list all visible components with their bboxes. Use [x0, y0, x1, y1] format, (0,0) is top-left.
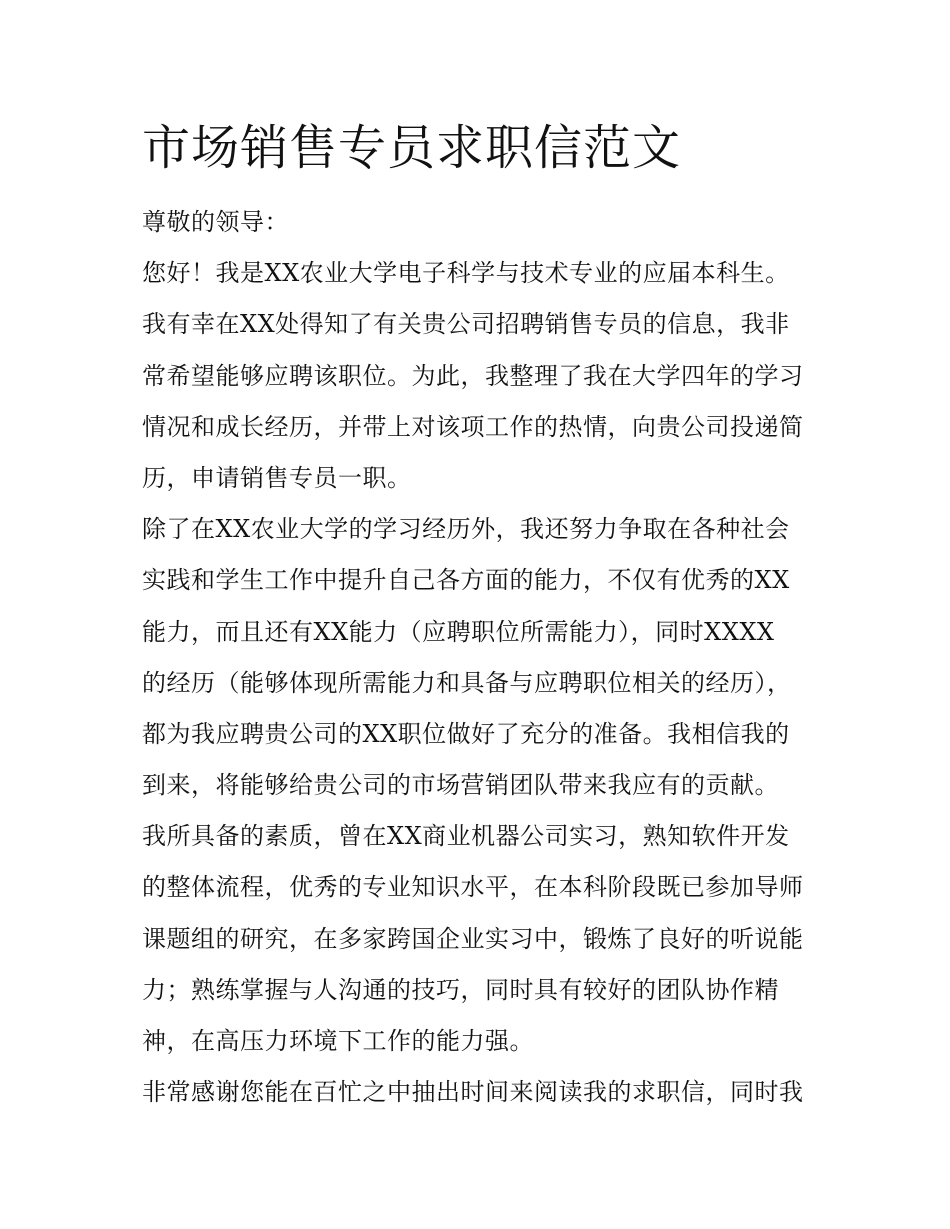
line-16: 力；熟练掌握与人沟通的技巧，同时具有较好的团队协作精 [142, 975, 779, 1004]
line-12: 到来，将能够给贵公司的市场营销团队带来我应有的贡献。 [142, 771, 779, 800]
line-4: 常希望能够应聘该职位。为此，我整理了我在大学四年的学习 [142, 361, 804, 390]
line-13: 我所具备的素质，曾在XX商业机器公司实习，熟知软件开发 [142, 822, 790, 851]
line-17: 神，在高压力环境下工作的能力强。 [142, 1027, 534, 1055]
line-3: 我有幸在XX处得知了有关贵公司招聘销售专员的信息，我非 [142, 310, 790, 339]
letter-body [142, 202, 822, 1123]
line-10: 的经历（能够体现所需能力和具备与应聘职位相关的经历）， [142, 668, 792, 697]
line-11: 都为我应聘贵公司的XX职位做好了充分的准备。我相信我的 [142, 719, 790, 748]
line-salutation: 尊敬的领导： [142, 208, 289, 236]
line-2: 您好！我是XX农业大学电子科学与技术专业的应届本科生。 [142, 259, 790, 288]
line-8: 实践和学生工作中提升自己各方面的能力，不仅有优秀的XX [142, 566, 790, 595]
line-5: 情况和成长经历，并带上对该项工作的热情，向贵公司投递简 [142, 412, 804, 441]
line-15: 课题组的研究，在多家跨国企业实习中，锻炼了良好的听说能 [142, 924, 804, 953]
document-title: 市场销售专员求职信范文 [142, 120, 682, 176]
line-6: 历，申请销售专员一职。 [142, 463, 412, 492]
line-9: 能力，而且还有XX能力（应聘职位所需能力），同时XXXX [142, 617, 775, 646]
line-14: 的整体流程，优秀的专业知识水平，在本科阶段既已参加导师 [142, 873, 804, 902]
line-18: 非常感谢您能在百忙之中抽出时间来阅读我的求职信，同时我 [142, 1078, 804, 1107]
line-7: 除了在XX农业大学的学习经历外，我还努力争取在各种社会 [142, 515, 790, 544]
